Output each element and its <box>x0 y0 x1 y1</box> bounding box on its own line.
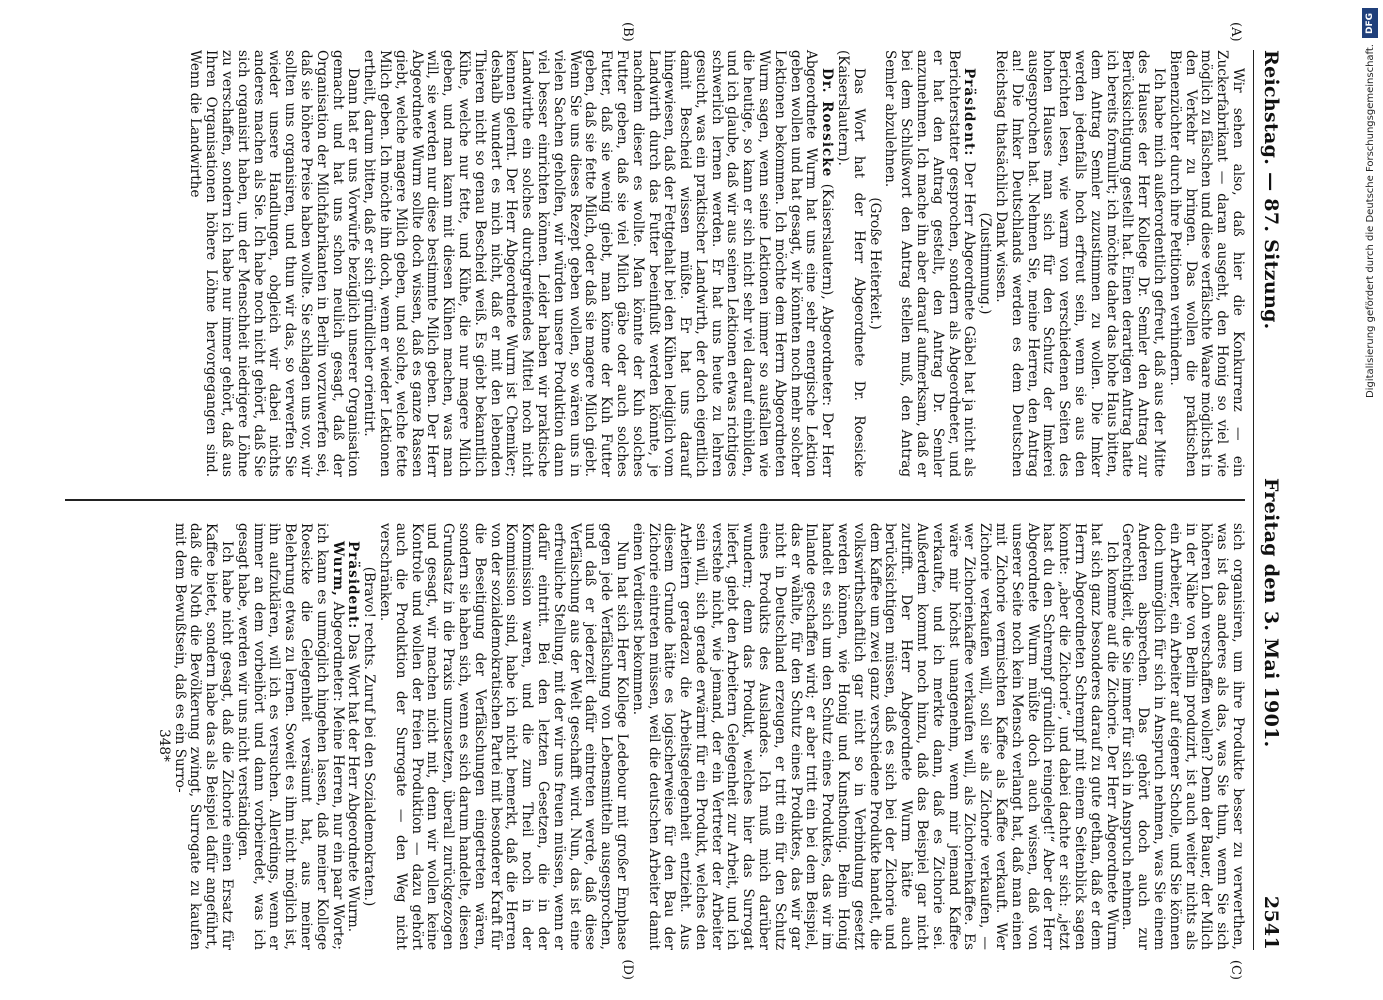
left-applause-2: (Große Heiterkeit.) <box>866 197 883 330</box>
speaker-president-2: Präsident: <box>345 540 362 630</box>
marker-c: (C) <box>1228 959 1243 980</box>
marker-d: (D) <box>620 959 635 980</box>
speaker-president-1: Präsident: <box>961 68 978 157</box>
page-number: 2541 <box>1260 895 1282 950</box>
right-paragraph-2: Ich komme auf die Zichorie. Der Herr Abgeordnete Wurm hat sich ganz besonderes darauf zu gute gethan, daß er dem Herrn Abgeordneten Schrempf mit einem Seitenblick sagen konnte: „aber die Zichorie“, und dabei dachte er sich: „jetzt hast du den Schrempf gründlich reingelegt!“ Aber der Herr Abgeordnete Wurm müßte doch auch wissen, daß von unserer Seite noch kein Mensch verlangt hat, daß man einen mit Zichorie vermischten Kaffee als Kaffee verkauft. Wer Zichorie verkaufen will, soll sie als Zichorie verkaufen, — wer Zichorienkaffee verkaufen will, als Zichorienkaffee. Es wäre mir höchst unangenehm, wenn mir jemand Kaffee verkaufte, und ich merkte dann, daß es Zichorie sei. Außerdem kommt noch hinzu, daß das Beispiel gar nicht zutrifft. Der Herr Abgeordnete Wurm hätte auch berücksichtigen müssen, daß es sich bei der Zichorie und dem Kaffee um zwei ganz verschiedene Produkte handelt, die volkswirthschaftlich gar nicht so in Verbindung gesetzt werden können, wie Honig und Kunsthonig. Beim Honig handelt es sich um den Schutz eines Produktes, das wir im Inlande geschaffen wird; er aber tritt ein bei dem Beispiel, das er wählte, für den Schutz eines Produktes, das wir gar nicht in Deutschland erzeugen, er tritt ein für den Schutz eines Produkts des Auslandes. Ich muß mich darüber wundern; denn das Produkt, welches hier das Surrogat liefert, giebt den Arbeitern Gelegenheit zur Arbeit, und ich verstehe nicht, wie jemand, der ein Vertreter der Arbeiter sein will, sich gerade erwärmt für ein Produkt, welches den Arbeitern geradezu die Arbeitsgelegenheit entzieht. Aus diesem Grunde hätte es logischerweise für den Bau der Zichorie eintreten müssen, weil die deutschen Arbeiter damit einen Verdienst bekommen. <box>629 522 1120 950</box>
right-paragraph-6: Ich habe nicht gesagt, daß die Zichorie einen Ersatz für Kaffee bietet, sondern habe das als Beispiel dafür angeführt, daß die Noth die Bevölkerung zwingt, Surrogate zu kaufen mit dem Bewußtsein, daß es ein Surro- <box>171 522 235 950</box>
text-columns <box>65 22 1246 980</box>
page-header <box>1253 50 1282 950</box>
left-paragraph-2: Ich habe mich außerordentlich gefreut, daß aus der Mitte des Hauses der Herr Kollege Dr. Semler den Antrag zur Berücksichtigung gestellt hat. Einen derartigen Antrag hatte ich bereits formulirt; ich möchte daher das hohe Haus bitten, dem Antrag Semler zuzustimmen zu wollen. Die Imker werden jedenfalls hoch erfreut sein, wenn sie aus den Berichten lesen, wie warm von verschiedenen Seiten des hohen Hauses man sich für den Schutz der Imkerei ausgesprochen hat. Nehmen Sie, meine Herren, den Antrag an! Die Imker Deutschlands werden es dem Deutschen Reichstag thatsächlich Dank wissen. <box>993 50 1168 478</box>
right-paragraph-1: sich organisiren, um ihre Produkte besser zu verwerthen, was ist das anderes als das, was Sie thun, wenn Sie sich höheren Lohn verschaffen wollen? Denn der Bauer, der Milch in der Nähe von Berlin produzirt, ist auch weiter nichts als ein Arbeiter, ein Arbeiter auf eigener Scholle, und Sie können doch unmöglich für sich in Anspruch nehmen, was Sie einem Anderen absprechen. Das gehört doch auch zur Gerechtigkeit, die Sie immer für sich in Anspruch nehmen. <box>1119 522 1246 950</box>
right-applause: (Bravo! rechts. Zuruf bei den Sozialdemokraten.) <box>361 566 378 907</box>
left-column <box>65 22 1246 478</box>
left-paragraph-1: Wir sehen also, daß hier die Konkurrenz — ein Zuckerfabrikant — daran ausgeht, den Honig so viel wie möglich zu fälschen und diese verfälschte Waare möglichst in den Verkehr zu bringen. Das wollen die praktischen Bienenzüchter durch ihre Petitionen verhindern. <box>1166 50 1246 478</box>
right-paragraph-3: Nun hat sich Herr Kollege Ledebour mit großer Emphase gegen jede Verfälschung von Lebensmitteln ausgesprochen, und daß er jederzeit dafür eintreten werde, daß diese Verfälschung aus der Welt geschafft wird. Nun, das ist eine erfreuliche Stellung, mit der wir uns freuen müssen, wenn er dafür eintritt. Bei den letzten Gesetzen, die in der Kommission waren, und die zum Theil noch in der Kommission sind, habe ich nicht bemerkt, daß die Herren von der sozialdemokratischen Partei mit besonderer Kraft für die Beseitigung der Verfälschungen eingetreten wären, sondern sie haben sich, wenn es sich darum handelte, diesen Grundsatz in die Praxis umzusetzen, überall zurückgezogen und gesagt, wir machen nicht mit, denn wir wollen keine Kontrole und wollen der freien Produktion — dazu gehört auch die Produktion der Surrogate — den Weg nicht verschränken. <box>376 522 630 950</box>
rotated-page <box>0 20 1300 980</box>
marker-b: (B) <box>620 22 635 42</box>
right-paragraph-5: Wurm, Abgeordneter: Meine Herren, nur ein paar Worte; ich kann es unmöglich hingehen lassen, daß meiner Kollege Roesicke die Gelegenheit versäumt hat, aus meiner Belehrung etwas zu lernen. Soweit es ihm nicht möglich ist, ihn aufzuklären, will ich es versuchen. Allerdings, wenn er immer an dem vorbeihört und dann vorbeiredet, was ich gesagt habe, werden wir uns nicht verständigen. <box>234 522 346 950</box>
left-paragraph-6: Dann hat er uns Vorwürfe bezüglich unserer Organisation gemacht und hat uns schon neulich gesagt, daß der Organisation der Milchfabrikanten in Berlin vorzuwerfen sei, daß sie höhere Preise haben wollte. Sie schlagen uns vor, wir sollten uns organisiren, und thun wir das, so verwerfen Sie wieder unsere Handlungen, obgleich wir dabei nichts anderes machen als Sie. Ich habe noch nicht gehört, daß Sie sich organisirt haben, um der Menschheit niedrigere Löhne zu verschaffen, sondern ich habe nur immer gehört, daß aus Ihren Organisationen höhere Löhne hervorgegangen sind. Wenn die Landwirthe <box>187 50 362 478</box>
left-paragraph-3: Präsident: Der Herr Abgeordnete Gäbel hat ja nicht als Berichterstatter gesprochen, sondern als Abgeordneter, und er hat den Antrag gestellt, den Antrag Dr. Semler anzunehmen. Ich mache ihn aber darauf aufmerksam, daß er bei dem Schlußwort den Antrag stellen muß, den Antrag Semler abzulehnen. <box>882 50 978 478</box>
right-column <box>65 522 1246 980</box>
speaker-roesicke: Dr. Roesicke <box>819 68 836 178</box>
left-paragraph-4: Das Wort hat der Herr Abgeordnete Dr. Roesicke (Kaiserslautern). <box>835 50 867 478</box>
digitization-credit <box>1361 8 1379 648</box>
credit-text: Digitalisierung gefördert durch die Deutsche Forschungsgemeinschaft. <box>1364 44 1376 399</box>
header-center: Freitag den 3. Mai 1901. <box>1260 477 1282 748</box>
column-divider <box>65 499 1245 501</box>
header-left: Reichstag. — 87. Sitzung. <box>1260 50 1282 330</box>
signature-mark: 348* <box>155 729 172 762</box>
left-paragraph-5: Dr. Roesicke (Kaiserslautern), Abgeordneter: Der Herr Abgeordnete Wurm hat uns eine sehr energische Lektion geben wollen und hat gesagt, wir könnten noch mehr solcher Lektionen bekommen. Ich möchte dem Herrn Abgeordneten Wurm sagen, wenn seine Lektionen immer so ausfallen wie die heutige, so kann er sich nicht sehr viel darauf einbilden, und ich glaube, daß wir aus seinen Lektionen etwas richtiges schwerlich lernen werden. Er hat uns heute zu lehren gesucht, was ein praktischer Landwirth, der doch eigentlich damit Bescheid wissen müßte. Er hat uns darauf hingewiesen, daß der Fettgehalt bei den Kühen lediglich vom Landwirth durch das Futter beeinflußt werden könnte, je nachdem dieser es wollte. Man könnte der Kuh solches Futter geben, daß sie viel Milch gäbe oder auch solches Futter, daß sie wenig giebt, man könne der Kuh Futter geben, daß sie fette Milch, oder daß sie magere Milch giebt. Wenn Sie uns dieses Rezept geben wollen, so wären uns in vielen Sachen geholfen, wir würden unsere Produktion dann viel besser einrichten können. Leider haben wir praktische Landwirthe ein solches durchgreifendes Mittel noch nicht kennen gelernt. Der Herr Abgeordnete Wurm ist Chemiker; deshalb wundert es mich nicht, daß er mit den lebenden Thieren nicht so genau Bescheid weiß. Es giebt bekanntlich Kühe, welche nur fette, und Kühe, die nur magere Milch geben, und man kann mit diesen Kühen machen, was man will, sie werden nur diese bestimmte Milch geben. Der Herr Abgeordnete Wurm sollte doch wissen, daß es ganze Rassen giebt, welche magere Milch geben, und solche, welche fette Milch geben. Ich möchte ihn doch, wenn er wieder Lektionen ertheilt, darum bitten, daß er sich gründlicher orientirt. <box>361 50 836 478</box>
right-paragraph-4: Präsident: Das Wort hat der Herr Abgeordnete Wurm. <box>345 540 362 933</box>
speaker-wurm: Wurm, <box>329 540 346 597</box>
marker-a: (A) <box>1228 22 1243 42</box>
left-applause-1: (Zustimmung.) <box>977 212 994 315</box>
dfg-logo: DFG <box>1362 8 1378 38</box>
